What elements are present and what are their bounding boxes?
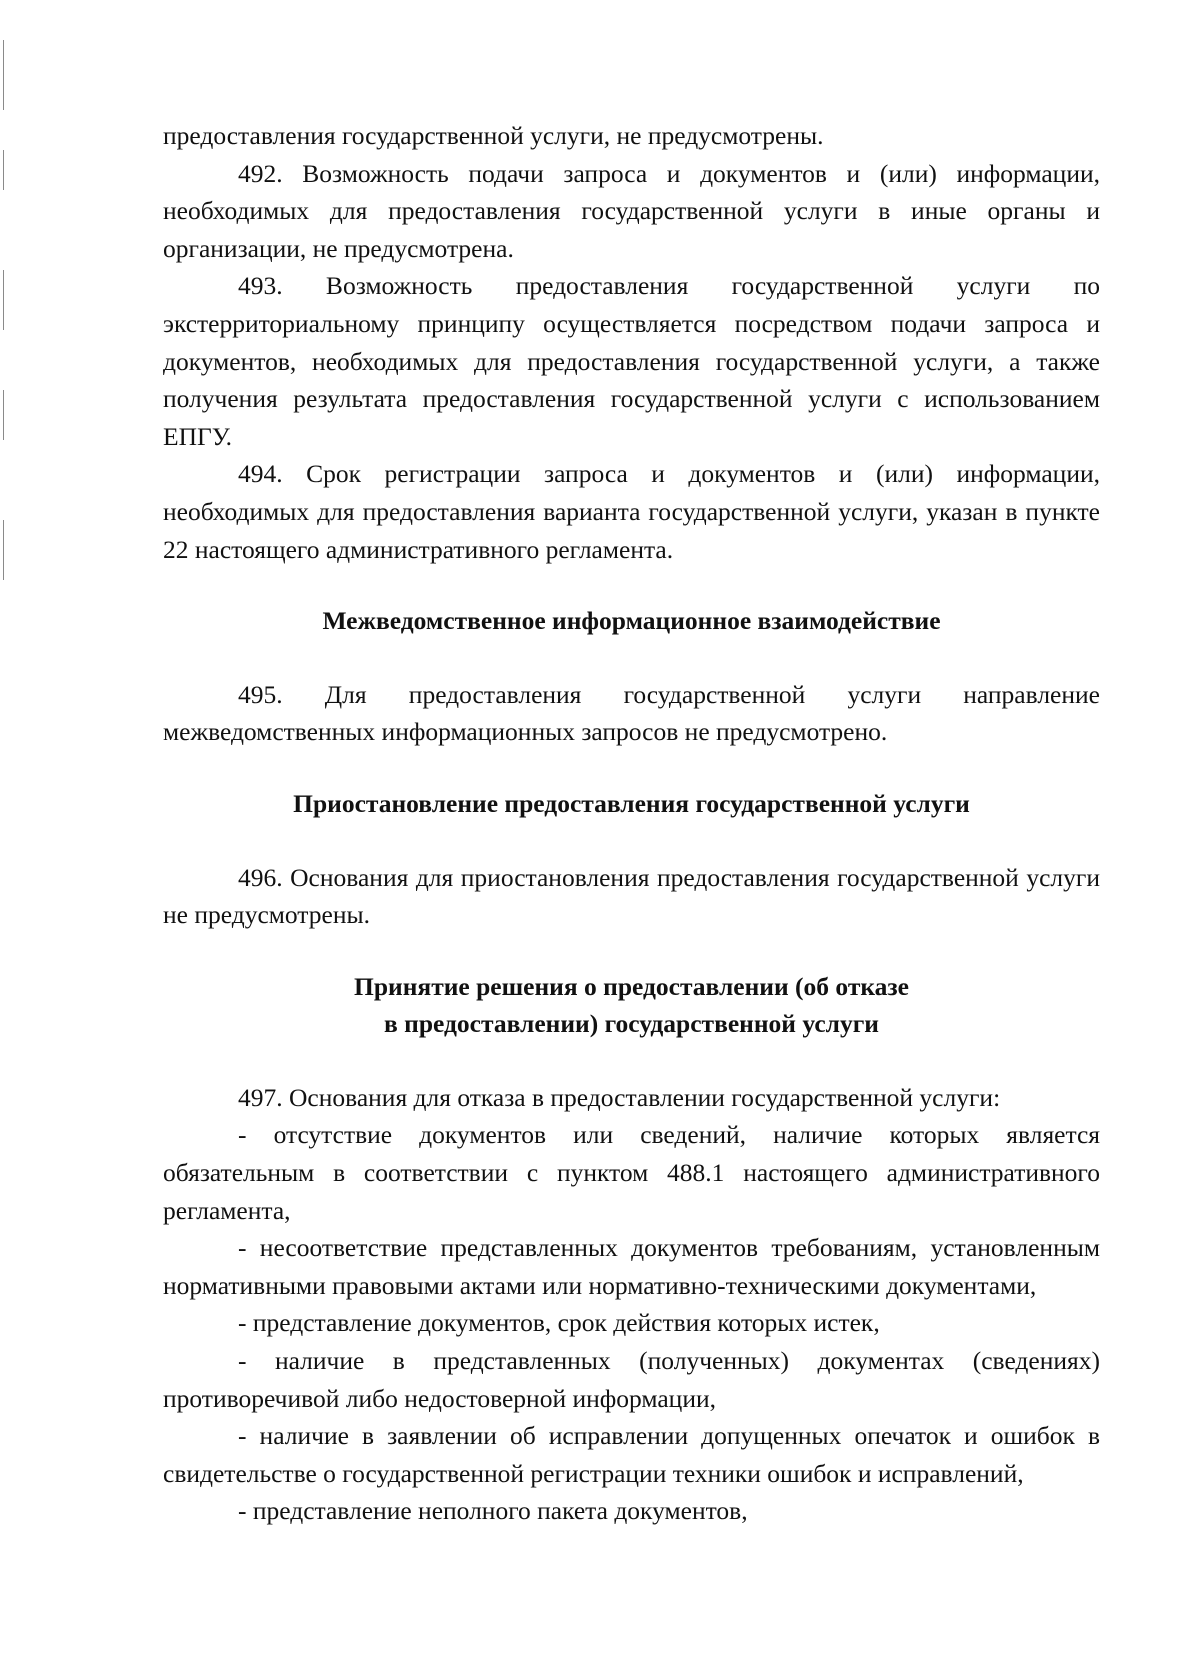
heading-suspension: Приостановление предоставления государственной услуги (293, 788, 970, 818)
paragraph-492: 492. Возможность подачи запроса и документов и (или) информации, необходимых для предоставления государственной услуги в иные органы и организации, не предусмотрена. (163, 158, 1100, 263)
scan-edge-mark (3, 150, 4, 190)
spacer (163, 751, 1100, 785)
spacer (163, 934, 1100, 968)
scan-edge-mark (3, 390, 4, 440)
list-item: - наличие в заявлении об исправлении допущенных опечаток и ошибок в свидетельстве о государственной регистрации техники ошибок и исправлений, (163, 1421, 1100, 1488)
list-item: - отсутствие документов или сведений, наличие которых является обязательным в соответствии с пунктом 488.1 настоящего административного регламента, (163, 1120, 1100, 1225)
list-item: - представление неполного пакета документов, (238, 1496, 748, 1526)
heading-interagency: Межведомственное информационное взаимодействие (322, 606, 941, 636)
spacer (163, 1043, 1100, 1079)
spacer (163, 568, 1100, 602)
spacer (163, 640, 1100, 676)
document-body (163, 117, 1100, 1530)
list-item: - наличие в представленных (полученных) документах (сведениях) противоречивой либо недостоверной информации, (163, 1346, 1100, 1413)
scan-edge-mark (3, 270, 4, 330)
heading-decision-line2: в предоставлении) государственной услуги (384, 1009, 879, 1039)
scan-edge-mark (3, 520, 4, 580)
paragraph-497: 497. Основания для отказа в предоставлении государственной услуги: (238, 1082, 1001, 1112)
paragraph-continuation: предоставления государственной услуги, не предусмотрены. (163, 121, 824, 150)
spacer (163, 823, 1100, 859)
scan-edge-mark (3, 40, 4, 110)
paragraph-494: 494. Срок регистрации запроса и документов и (или) информации, необходимых для предоставления варианта государственной услуги, указан в пункте 22 настоящего административного регламента. (163, 459, 1100, 564)
paragraph-493: 493. Возможность предоставления государственной услуги по экстерриториальному принципу осуществляется посредством подачи запроса и документов, необходимых для предоставления государственной услуги, а также получения результата предоставления государственной услуги с использованием ЕПГУ. (163, 271, 1100, 451)
heading-decision (163, 968, 1100, 1043)
heading-decision-line1: Принятие решения о предоставлении (об отказе (354, 971, 909, 1001)
list-item: - представление документов, срок действия которых истек, (238, 1308, 880, 1338)
paragraph-496: 496. Основания для приостановления предоставления государственной услуги не предусмотрены. (163, 862, 1100, 930)
paragraph-495: 495. Для предоставления государственной услуги направление межведомственных информационных запросов не предусмотрено. (163, 679, 1100, 747)
list-item: - несоответствие представленных документов требованиям, установленным нормативными правовыми актами или нормативно-техническими документами, (163, 1233, 1100, 1300)
